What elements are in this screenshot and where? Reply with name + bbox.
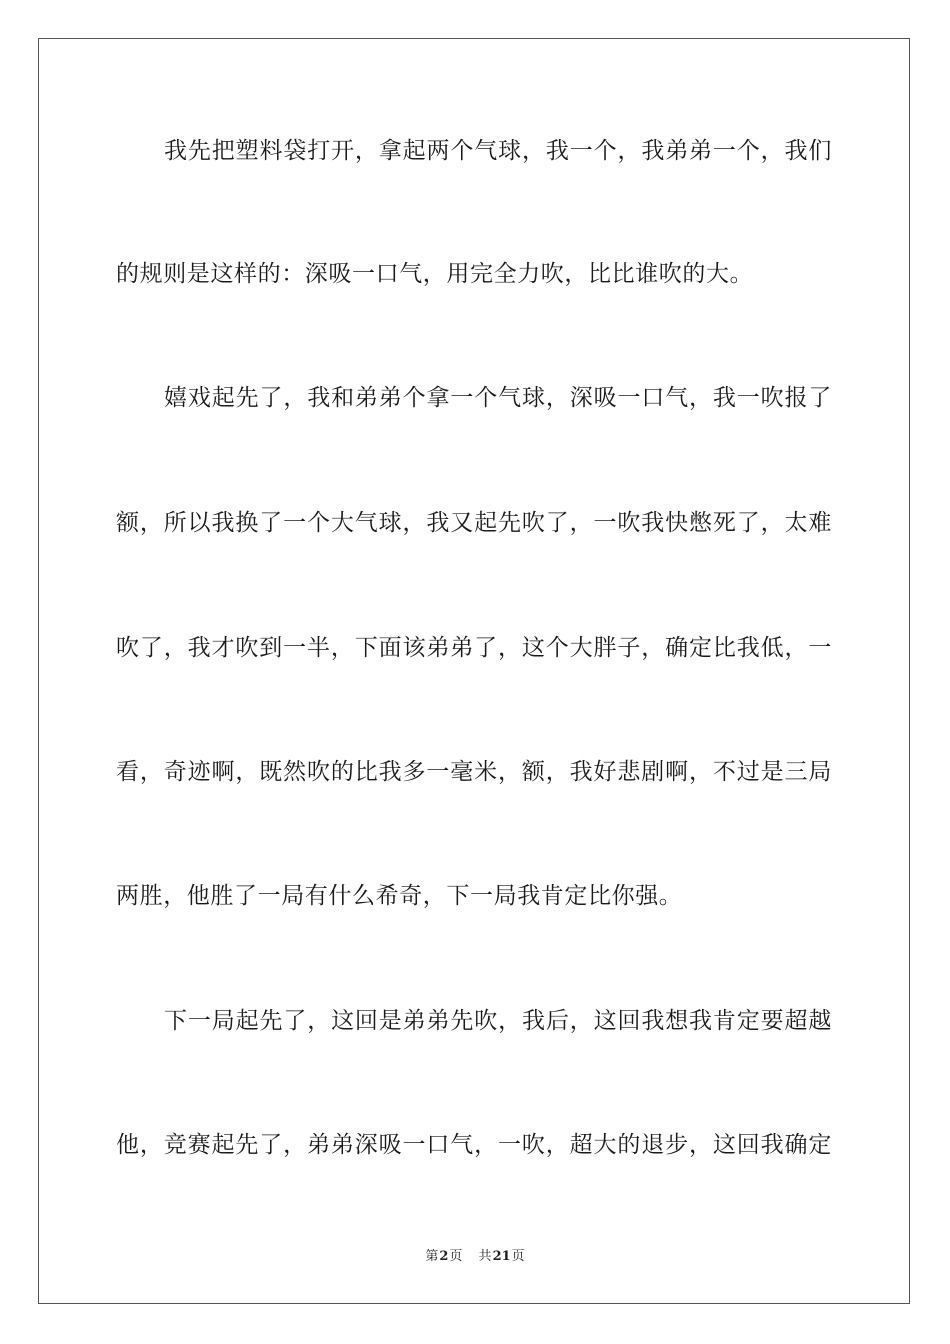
paragraph-2-line-2: 额，所以我换了一个大气球，我又起先吹了，一吹我快憋死了，太难: [116, 510, 832, 536]
paragraph-1-line-1: 我先把塑料袋打开，拿起两个气球，我一个，我弟弟一个，我们: [164, 138, 832, 164]
paragraph-2-line-4: 看，奇迹啊，既然吹的比我多一毫米，额，我好悲剧啊，不过是三局: [116, 759, 832, 785]
page-footer: [0, 1248, 950, 1266]
paragraph-2-line-5: 两胜，他胜了一局有什么希奇，下一局我肯定比你强。: [116, 883, 683, 909]
paragraph-3-line-2: 他，竞赛起先了，弟弟深吸一口气，一吹，超大的退步，这回我确定: [116, 1132, 832, 1158]
paragraph-3-line-1: 下一局起先了，这回是弟弟先吹，我后，这回我想我肯定要超越: [164, 1008, 832, 1034]
page-border: [38, 38, 910, 1304]
paragraph-2-line-1: 嬉戏起先了，我和弟弟个拿一个气球，深吸一口气，我一吹报了: [164, 385, 832, 411]
paragraph-2-line-3: 吹了，我才吹到一半，下面该弟弟了，这个大胖子，确定比我低，一: [116, 635, 832, 661]
total-pages-label: 共21页: [478, 1249, 525, 1264]
paragraph-1-line-2: 的规则是这样的：深吸一口气，用完全力吹，比比谁吹的大。: [116, 261, 754, 287]
current-page-label: 第2页: [425, 1249, 463, 1264]
